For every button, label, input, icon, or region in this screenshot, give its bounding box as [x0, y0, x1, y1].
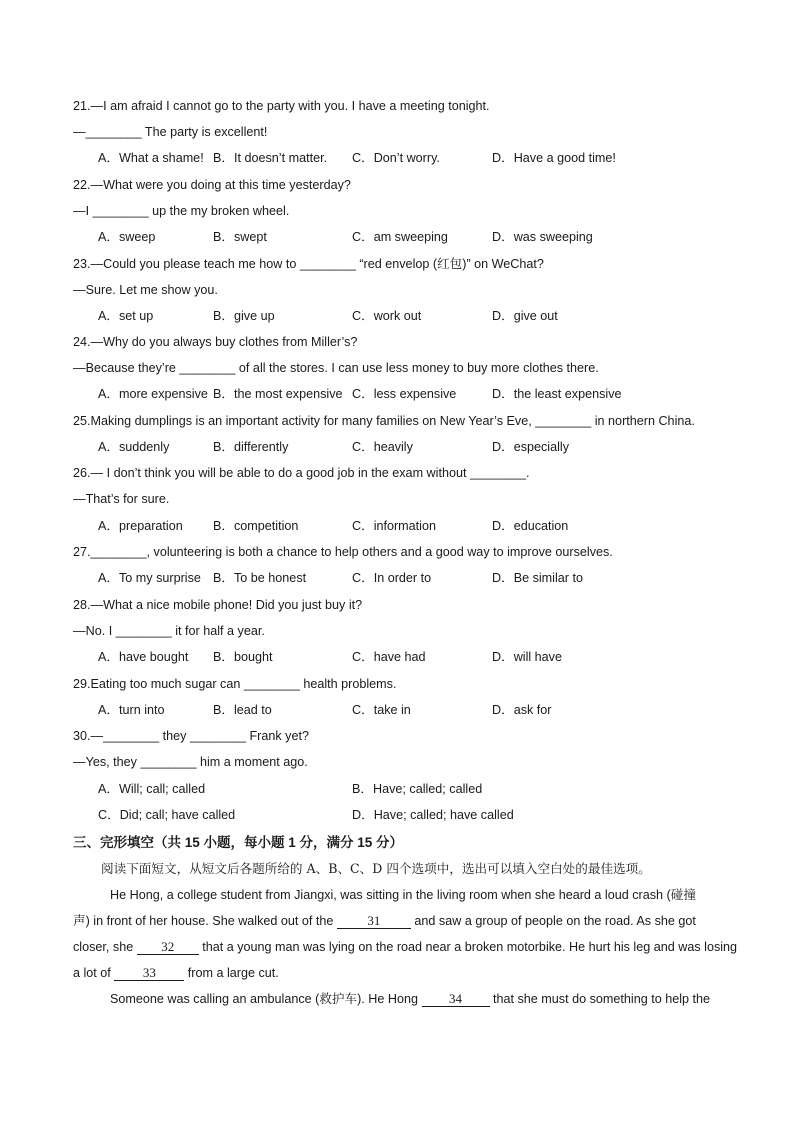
option-a: A．suddenly	[98, 440, 170, 454]
question-28-reply: —No. I ________ it for half a year.	[73, 624, 265, 638]
question-24-reply: —Because they’re ________ of all the stores. I can use less money to buy more clothes there.	[73, 361, 599, 375]
question-27-stem: 27.________, volunteering is both a chance to help others and a good way to improve ourselves.	[73, 545, 613, 559]
blank-32: 32	[137, 940, 199, 955]
option-a: A．What a shame!	[98, 151, 204, 165]
option-c: C．In order to	[352, 571, 432, 585]
passage-line: Someone was calling an ambulance (救护车). He Hong 34 that she must do something to help the	[110, 991, 711, 1006]
option-d: D．Have a good time!	[492, 151, 616, 165]
option-b: B．swept	[213, 230, 267, 244]
option-d: D．was sweeping	[492, 230, 593, 244]
blank-33: 33	[114, 966, 184, 981]
option-c: C．take in	[352, 703, 411, 717]
question-30-stem: 30.—________ they ________ Frank yet?	[73, 729, 309, 743]
blank-34: 34	[422, 992, 490, 1007]
option-d: D．Have; called; have called	[352, 808, 514, 822]
option-d: D．education	[492, 519, 569, 533]
question-21-stem: 21.—I am afraid I cannot go to the party with you. I have a meeting tonight.	[73, 99, 490, 113]
option-a: A．Will; call; called	[98, 782, 206, 796]
section-title: 三、完形填空（共 15 小题，每小题 1 分，满分 15 分）	[73, 835, 404, 850]
question-26-stem: 26.— I don’t think you will be able to do a good job in the exam without ________.	[73, 466, 530, 480]
passage-line: He Hong, a college student from Jiangxi, was sitting in the living room when she heard a loud crash (碰撞	[110, 887, 696, 902]
option-b: B．It doesn’t matter.	[213, 151, 328, 165]
option-c: C．Don’t worry.	[352, 151, 440, 165]
blank-31: 31	[337, 914, 411, 929]
option-a: A．sweep	[98, 230, 156, 244]
option-b: B．To be honest	[213, 571, 307, 585]
option-c: C．less expensive	[352, 387, 457, 401]
option-c: C．information	[352, 519, 436, 533]
option-a: A．set up	[98, 309, 154, 323]
option-c: C．Did; call; have called	[98, 808, 236, 822]
option-a: A．have bought	[98, 650, 189, 664]
option-a: A．preparation	[98, 519, 183, 533]
question-21-reply: —________ The party is excellent!	[73, 125, 268, 139]
question-23-reply: —Sure. Let me show you.	[73, 283, 218, 297]
option-d: D．will have	[492, 650, 562, 664]
option-b: B．Have; called; called	[352, 782, 483, 796]
option-b: B．differently	[213, 440, 289, 454]
question-30-reply: —Yes, they ________ him a moment ago.	[73, 755, 308, 769]
option-c: C．work out	[352, 309, 422, 323]
question-22-stem: 22.—What were you doing at this time yesterday?	[73, 178, 351, 192]
question-29-stem: 29.Eating too much sugar can ________ health problems.	[73, 677, 397, 691]
option-d: D．give out	[492, 309, 558, 323]
option-b: B．bought	[213, 650, 273, 664]
option-d: D．Be similar to	[492, 571, 583, 585]
section-instruction: 阅读下面短文，从短文后各题所给的 A、B、C、D 四个选项中，选出可以填入空白处的最佳选项。	[101, 861, 651, 876]
question-24-stem: 24.—Why do you always buy clothes from Miller’s?	[73, 335, 358, 349]
passage-line: closer, she 32 that a young man was lying on the road near a broken motorbike. He hurt his leg and was losing	[73, 939, 738, 954]
option-a: A．turn into	[98, 703, 165, 717]
passage-line: 声) in front of her house. She walked out of the 31 and saw a group of people on the road. As she got	[73, 913, 696, 928]
option-c: C．have had	[352, 650, 426, 664]
option-a: A．To my surprise	[98, 571, 201, 585]
option-d: D．the least expensive	[492, 387, 622, 401]
option-b: B．competition	[213, 519, 299, 533]
option-a: A．more expensive	[98, 387, 208, 401]
question-28-stem: 28.—What a nice mobile phone! Did you just buy it?	[73, 598, 363, 612]
option-d: D．ask for	[492, 703, 552, 717]
option-c: C．am sweeping	[352, 230, 448, 244]
question-26-reply: —That’s for sure.	[73, 492, 170, 506]
option-d: D．especially	[492, 440, 569, 454]
option-b: B．lead to	[213, 703, 272, 717]
option-b: B．give up	[213, 309, 275, 323]
question-23-stem: 23.—Could you please teach me how to ________ “red envelop (红包)” on WeChat?	[73, 257, 544, 271]
option-b: B．the most expensive	[213, 387, 343, 401]
question-25-stem: 25.Making dumplings is an important activity for many families on New Year’s Eve, ________ in northern China.	[73, 414, 695, 428]
option-c: C．heavily	[352, 440, 413, 454]
question-22-reply: —I ________ up the my broken wheel.	[73, 204, 290, 218]
passage-line: a lot of 33 from a large cut.	[73, 965, 279, 980]
